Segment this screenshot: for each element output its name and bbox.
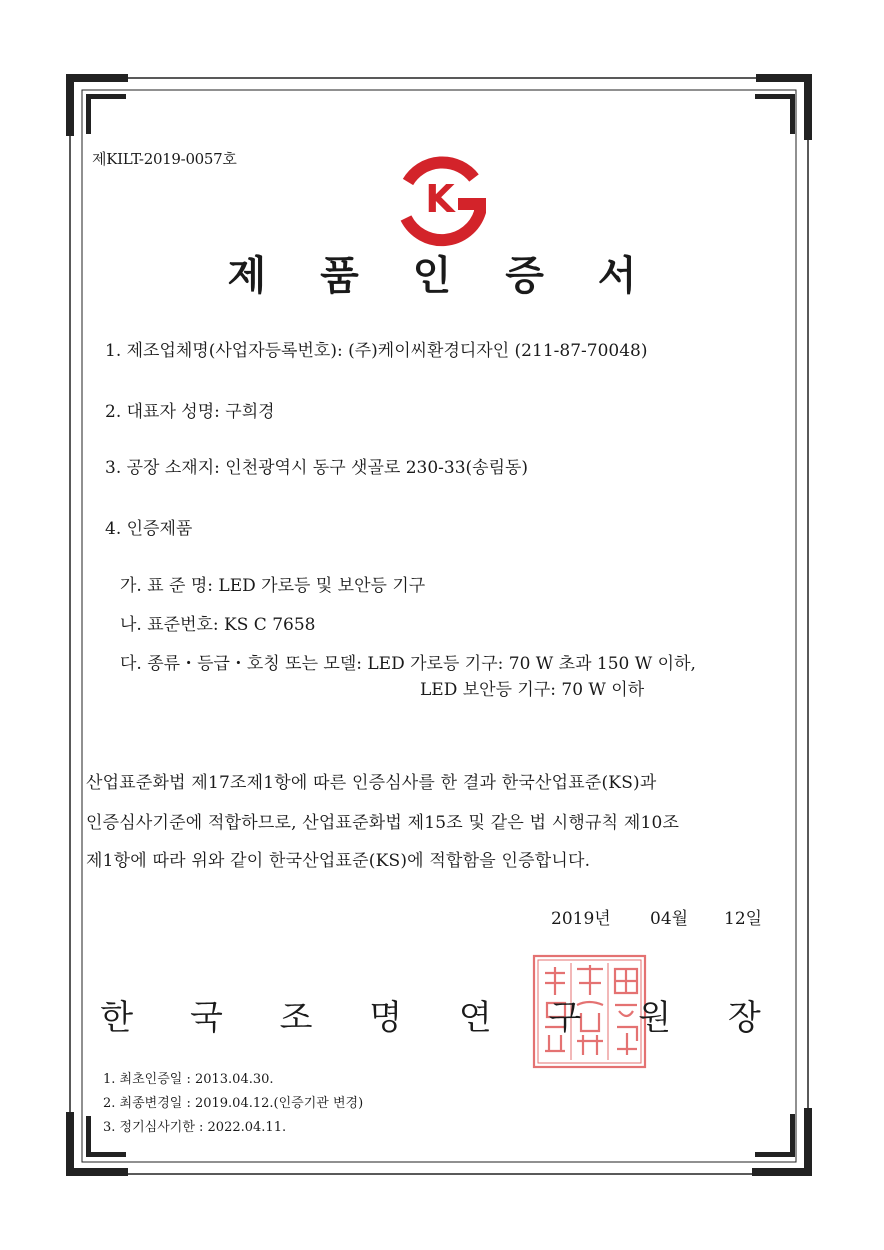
date-month: 04월 [650,909,689,929]
item-company: 1. 제조업체명(사업자등록번호): (주)케이씨환경디자인 (211-87-70048) [105,341,648,361]
certificate-number: 제KILT-2019-0057호 [92,150,237,168]
product-models-line2: LED 보안등 기구: 70 W 이하 [420,680,645,700]
statement-line2: 인증심사기준에 적합하므로, 산업표준화법 제15조 및 같은 법 시행규칙 제10조 [86,813,680,833]
footnote-last-change: 2. 최종변경일 : 2019.04.12.(인증기관 변경) [103,1096,364,1111]
issuer-name: 한 국 조 명 연 구 원 장 [100,998,784,1038]
footnote-first-certification: 1. 최초인증일 : 2013.04.30. [103,1072,274,1087]
product-standard-name: 가. 표 준 명: LED 가로등 및 보안등 기구 [120,576,426,596]
footnote-renewal-deadline: 3. 정기심사기한 : 2022.04.11. [103,1120,287,1135]
date-year: 2019년 [551,909,611,929]
statement-line1: 산업표준화법 제17조제1항에 따른 인증심사를 한 결과 한국산업표준(KS)과 [86,773,657,793]
product-models-line1: 다. 종류・등급・호칭 또는 모델: LED 가로등 기구: 70 W 초과 150 W 이하, [120,654,696,674]
product-standard-number: 나. 표준번호: KS C 7658 [120,615,316,635]
item-certified-product: 4. 인증제품 [105,519,193,539]
ks-mark-icon [388,152,492,248]
item-factory-address: 3. 공장 소재지: 인천광역시 동구 샛골로 230-33(송림동) [105,458,529,478]
item-representative: 2. 대표자 성명: 구희경 [105,402,275,422]
page-title: 제 품 인 증 서 [227,253,657,299]
ks-mark-letter: K [425,177,455,221]
statement-line3: 제1항에 따라 위와 같이 한국산업표준(KS)에 적합함을 인증합니다. [86,851,591,871]
date-day: 12일 [724,909,763,929]
